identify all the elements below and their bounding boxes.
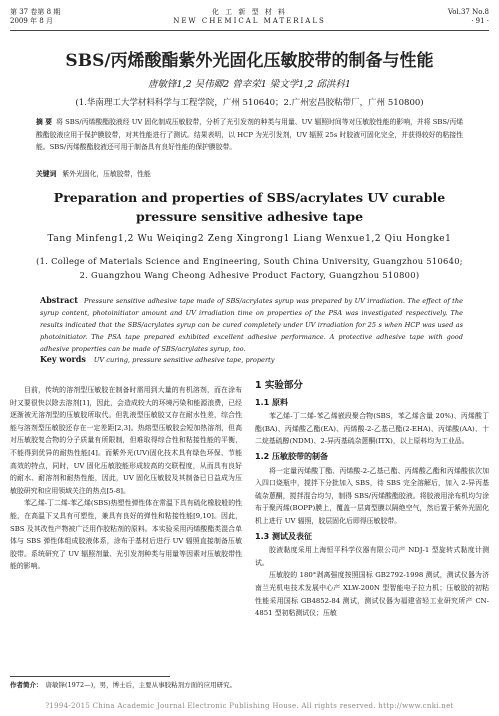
abstract-cn-label: 摘 要	[36, 118, 53, 126]
author-list-cn: 唐敏锋1,2 吴伟卿2 曾幸荣1 梁文学1,2 邱洪科1	[148, 79, 351, 90]
keywords-en	[40, 354, 274, 364]
abstract-cn-text: 将 SBS/丙烯酸酯胶液经 UV 固化制成压敏胶带，分析了光引发剂的种类与用量、UV 辐照时间等对压敏胶性能的影响，并将 SBS/丙烯酸酯胶液应用于保护膜胶带，对其性能进行了测试。结果表明，以 HCP 为光引发剂，UV 辐照 25s 时胶液可固化完全，并获得较好的粘接性能。SBS/丙烯酸酯胶液还可用于制备具有良好性能的保护膜胶带。	[36, 118, 463, 151]
keywords-cn-label: 关键词	[36, 170, 57, 178]
footnote-text: 唐敏锋(1972—)，男，博士后，主要从事胶粘剂方面的应用研究。	[45, 681, 237, 689]
body-paragraph: 将一定量丙烯酸丁酯、丙烯酸-2-乙基己酯、丙烯酸乙酯和丙烯酸依次加入四口烧瓶中，搅拌下分批加入 SBS，待 SBS 完全溶解后，加入 2-异丙基硫杂蒽酮，搅拌混合均匀，制得 SBS/丙烯酸酯胶液。将胶液用涂布机均匀涂布于聚丙烯(BOPP)膜上，覆盖一层离型膜以隔绝空气，然后置于紫外光固化机上进行 UV 辐照，胶层固化后即得压敏胶带。	[255, 466, 489, 525]
author-list-en: Tang Minfeng1,2 Wu Weiqing2 Zeng Xingrong1 Liang Wenxue1,2 Qiu Hongke1	[47, 234, 452, 244]
body-column-right	[255, 380, 489, 620]
paper-title-cn: SBS/丙烯酸酯紫外光固化压敏胶带的制备与性能	[65, 51, 434, 71]
header-journal-name: 化 工 新 型 材 料 NEW CHEMICAL MATERIALS	[173, 8, 326, 25]
body-paragraph: 苯乙烯-丁二烯-苯乙烯嵌段聚合物(SBS，苯乙烯含量 20%)、丙烯酸丁酯(BA)、丙烯酸乙酯(EA)、丙烯酸-2-乙基己酯(2-EHA)、丙烯酸(AA)、十二烷基硫醇(NDM)、2-异丙基硫杂蒽酮(ITX)，以上原料均为工业品。	[255, 412, 489, 446]
body-paragraph: 胶液黏度采用上海恒平科学仪器有限公司产 NDJ-1 型旋转式黏度计测试。	[255, 546, 489, 567]
keywords-cn	[36, 168, 151, 178]
section-heading: 1 实验部分	[255, 380, 303, 391]
header-volume-info: 第 37 卷第 8 期 2009 年 8 月	[10, 8, 61, 25]
intro-paragraph: 目前，传统的溶剂型压敏胶在制备时需用到大量的有机溶剂，而在涂布时又要很快以除去溶剂[1]，因此，会造成较大的环境污染和能源浪费，已经逐渐被无溶剂型的压敏胶所取代。但乳液型压敏胶又存在耐水性差，综合性能与溶剂型压敏胶还存在一定差距[2,3]。热熔型压敏胶会短加热溶剂，但高对压敏胶复合物的分子质量有所限制，但难取得综合性和粘接性能的平衡，不能得到优异的耐热性能[4]。而紫外光(UV)固化技术具有绿色环保、节能高效的特点，同时，UV 固化压敏胶能形成较高的交联程度，从而具有良好的耐水、耐溶剂和耐热性能，因此，UV 固化压敏胶及其制备已日益成为压敏胶研究和应用领域关注的热点[5-8]。	[10, 386, 242, 495]
body-column-left	[10, 384, 242, 573]
footnote-label: 作者简介：	[10, 681, 43, 689]
keywords-cn-text: 紫外光固化，压敏胶带，性能	[62, 170, 151, 178]
subsection-heading: 1.2 压敏胶带的制备	[255, 451, 328, 461]
subsection-heading: 1.3 测试及表征	[255, 531, 312, 541]
keywords-en-label: Key words	[40, 354, 86, 364]
abstract-en-label: Abstract	[40, 295, 78, 305]
intro-paragraph: 苯乙烯-丁二烯-苯乙烯(SBS)热塑性弹性体在常温下具有硫化橡胶般的性能，在高温下又具有可塑性，兼具有良好的弹性和粘接性能[9,10]。因此，SBS 及其改性产物被广泛用作胶粘剂的原料。本实验采用丙烯酸酯类混合单体与 SBS 弹性体组成胶液体系，涂布于基材后进行 UV 辐照直接制备压敏胶带。系统研究了 UV 辐照剂量、光引发剂种类与用量等因素对压敏胶带性能的影响。	[10, 499, 242, 571]
body-paragraph: 压敏胶的 180°剥离强度按照国标 GB2792-1998 测试，测试仪器为济南兰光机电技术发展中心产 XLW-200N 型智能电子拉力机；压敏胶的初粘性能采用国标 GB4852-84 测试，测试仪器为福建省轻工业研究所产 CN-4851 型初粘测试仪；压敏	[255, 571, 489, 618]
footnote-divider	[10, 676, 170, 677]
abstract-en-text: Pressure sensitive adhesive tape made of SBS/acrylates syrup was prepared by UV irradiation. The effect of the syrup content, photoinitiator amount and UV irradiation time on properties of the PSA was investigated respectively. The results indicated that the SBS/acrylates syrup can be cured completely under UV irradiation for 25 s when HCP was used as photoinitiator. The PSA tape prepared exhibited excellent adhesive performance. A protective adhesive tape with good adhesive properties can be made of SBS/acrylates syrup, too.	[40, 297, 463, 353]
affiliation-en: (1. College of Materials Science and Engineering, South China University, Guangzhou 510640; 2. Guangzhou Wang Cheong Adhesive Product Factory, Guangzhou 510800)	[36, 256, 463, 280]
header-issue-page: Vol.37 No.8 · 91 ·	[447, 8, 489, 25]
subsection-heading: 1.1 原料	[255, 397, 288, 407]
copyright-footer: ?1994-2015 China Academic Journal Electronic Publishing House. All rights reserved. http://www.cnki.net	[45, 702, 454, 710]
abstract-en	[40, 294, 463, 355]
affiliation-cn: (1.华南理工大学材料科学与工程学院，广州 510640；2.广州宏昌胶粘带厂，广州 510800)	[75, 98, 424, 108]
abstract-cn	[36, 116, 463, 154]
keywords-en-text: UV curing, pressure sensitive adhesive tape, property	[93, 356, 275, 364]
paper-title-en: Preparation and properties of SBS/acrylates UV curable pressure sensitive adhesive tape	[53, 190, 446, 224]
header-divider	[10, 30, 489, 31]
author-footnote	[10, 680, 236, 689]
